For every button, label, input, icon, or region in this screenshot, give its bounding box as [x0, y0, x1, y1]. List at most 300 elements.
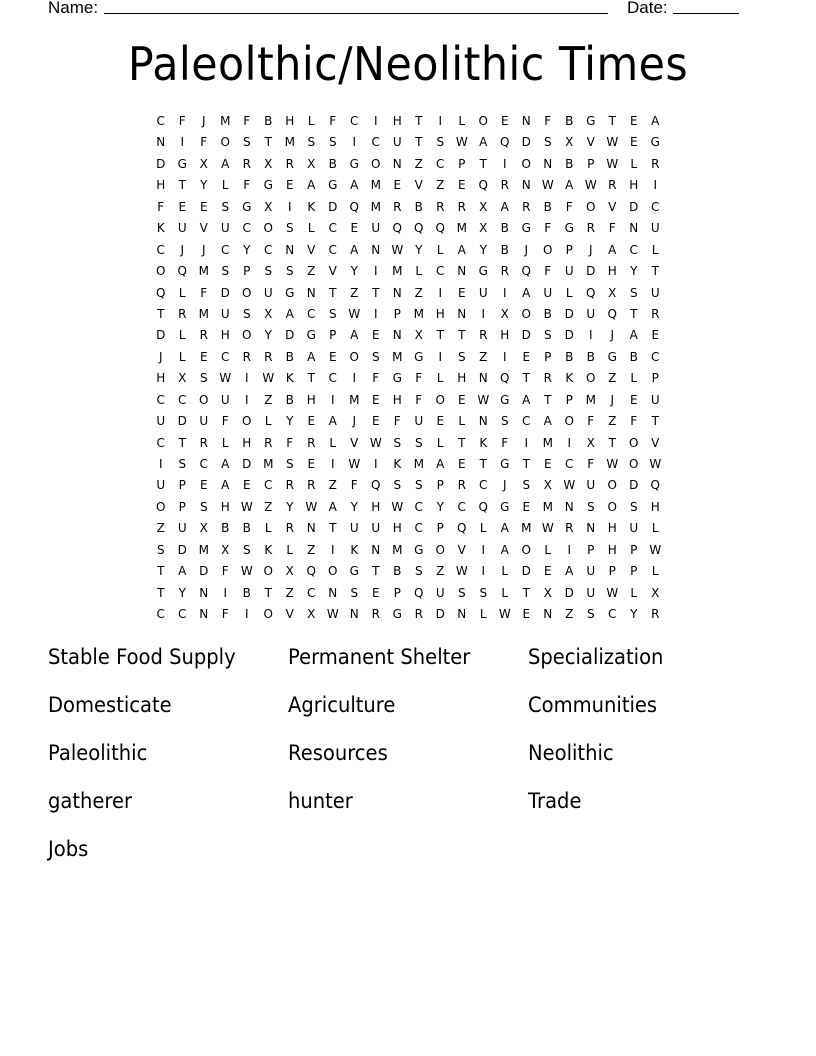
- grid-cell: U: [629, 521, 639, 536]
- grid-cell: R: [371, 607, 380, 622]
- grid-cell: I: [330, 457, 335, 471]
- grid-cell: N: [392, 285, 402, 300]
- grid-cell: P: [178, 478, 186, 493]
- grid-cell: G: [521, 221, 531, 236]
- grid-cell: M: [198, 542, 209, 557]
- grid-cell: F: [178, 114, 186, 128]
- grid-cell: K: [350, 542, 359, 557]
- grid-cell: H: [156, 178, 166, 193]
- grid-cell: I: [438, 349, 443, 364]
- grid-cell: I: [373, 306, 378, 321]
- grid-cell: C: [156, 114, 165, 128]
- grid-cell: P: [243, 264, 251, 279]
- grid-cell: G: [392, 371, 402, 386]
- grid-cell: X: [307, 156, 316, 171]
- grid-cell: O: [371, 156, 381, 171]
- grid-cell: V: [350, 435, 359, 450]
- grid-cell: S: [264, 264, 273, 279]
- grid-cell: X: [178, 371, 187, 386]
- grid-cell: H: [156, 371, 166, 386]
- grid-cell: P: [393, 585, 401, 600]
- grid-cell: F: [415, 392, 423, 407]
- grid-cell: G: [564, 221, 574, 236]
- grid-cell: I: [330, 392, 335, 407]
- grid-cell: E: [651, 328, 660, 343]
- page-title: Paleolthic/Neolithic Times: [127, 37, 689, 91]
- grid-cell: O: [478, 114, 488, 128]
- grid-cell: C: [156, 392, 165, 407]
- grid-cell: W: [326, 607, 339, 622]
- grid-cell: Q: [414, 585, 424, 600]
- grid-cell: K: [307, 199, 316, 214]
- grid-cell: T: [264, 585, 272, 600]
- grid-cell: P: [608, 564, 616, 579]
- grid-cell: U: [220, 392, 230, 407]
- grid-cell: J: [610, 328, 615, 343]
- word-list-item: hunter: [288, 789, 353, 813]
- grid-cell: U: [220, 221, 230, 236]
- grid-cell: L: [565, 285, 573, 300]
- grid-cell: Q: [392, 221, 402, 236]
- grid-cell: S: [457, 349, 466, 364]
- grid-cell: B: [565, 156, 574, 171]
- grid-cell: L: [651, 242, 659, 257]
- grid-cell: N: [457, 607, 467, 622]
- grid-cell: S: [242, 306, 251, 321]
- word-list-item: Agriculture: [288, 693, 396, 717]
- grid-cell: D: [177, 542, 187, 557]
- grid-cell: N: [457, 306, 467, 321]
- grid-cell: A: [500, 199, 509, 214]
- grid-cell: V: [457, 542, 466, 557]
- grid-cell: B: [242, 585, 251, 600]
- grid-cell: R: [500, 264, 509, 279]
- grid-cell: G: [242, 199, 252, 214]
- grid-cell: E: [199, 199, 208, 214]
- grid-cell: R: [608, 178, 617, 193]
- grid-cell: S: [393, 435, 402, 450]
- grid-cell: J: [201, 114, 206, 128]
- grid-cell: Q: [607, 306, 617, 321]
- grid-cell: R: [242, 156, 251, 171]
- grid-cell: R: [651, 156, 660, 171]
- date-field[interactable]: [673, 13, 739, 14]
- grid-cell: Z: [328, 478, 337, 493]
- grid-cell: P: [436, 521, 444, 536]
- grid-cell: C: [457, 499, 466, 514]
- grid-cell: C: [156, 607, 165, 622]
- grid-cell: S: [178, 457, 187, 471]
- grid-cell: C: [629, 242, 638, 257]
- grid-cell: I: [373, 264, 378, 279]
- grid-cell: Q: [500, 135, 510, 150]
- grid-cell: P: [587, 156, 595, 171]
- grid-cell: B: [221, 521, 230, 536]
- grid-cell: J: [180, 242, 185, 257]
- grid-cell: I: [352, 371, 357, 386]
- grid-cell: T: [458, 435, 466, 450]
- grid-cell: U: [586, 585, 596, 600]
- grid-cell: J: [588, 242, 593, 257]
- grid-cell: S: [221, 199, 230, 214]
- grid-cell: R: [285, 521, 294, 536]
- grid-cell: W: [305, 499, 318, 514]
- grid-cell: R: [199, 328, 208, 343]
- grid-cell: A: [178, 564, 187, 579]
- grid-cell: Y: [630, 607, 638, 622]
- grid-cell: O: [156, 499, 166, 514]
- grid-cell: T: [264, 135, 272, 150]
- grid-cell: C: [156, 242, 165, 257]
- grid-cell: O: [156, 264, 166, 279]
- grid-cell: P: [329, 328, 337, 343]
- grid-cell: A: [307, 178, 316, 193]
- grid-cell: C: [350, 114, 359, 128]
- grid-cell: O: [435, 542, 445, 557]
- grid-cell: U: [177, 521, 187, 536]
- grid-cell: O: [349, 349, 359, 364]
- grid-cell: E: [371, 414, 380, 429]
- grid-cell: I: [373, 457, 378, 471]
- grid-cell: O: [521, 306, 531, 321]
- grid-cell: S: [285, 264, 294, 279]
- grid-cell: S: [586, 499, 595, 514]
- name-label: Name:: [48, 0, 99, 17]
- grid-cell: N: [371, 242, 381, 257]
- grid-cell: L: [178, 328, 186, 343]
- grid-cell: H: [220, 328, 230, 343]
- grid-cell: Q: [457, 521, 467, 536]
- grid-cell: O: [629, 435, 639, 450]
- grid-cell: O: [586, 199, 596, 214]
- grid-cell: V: [414, 178, 423, 193]
- grid-cell: D: [521, 135, 531, 150]
- grid-cell: G: [586, 114, 596, 128]
- grid-cell: W: [262, 371, 275, 386]
- grid-cell: F: [393, 414, 401, 429]
- grid-cell: W: [477, 392, 490, 407]
- grid-cell: Z: [608, 371, 617, 386]
- grid-cell: L: [264, 521, 272, 536]
- grid-cell: L: [479, 521, 487, 536]
- grid-cell: O: [328, 564, 338, 579]
- grid-cell: O: [242, 285, 252, 300]
- grid-cell: I: [502, 349, 507, 364]
- grid-cell: H: [435, 306, 445, 321]
- grid-cell: C: [651, 349, 660, 364]
- grid-cell: T: [157, 585, 165, 600]
- grid-cell: W: [649, 542, 662, 557]
- grid-cell: F: [587, 457, 595, 471]
- grid-cell: P: [436, 478, 444, 493]
- grid-cell: Z: [565, 607, 574, 622]
- grid-cell: Q: [349, 199, 359, 214]
- grid-cell: C: [608, 607, 617, 622]
- grid-cell: X: [414, 328, 423, 343]
- grid-cell: R: [500, 178, 509, 193]
- grid-cell: M: [220, 114, 231, 128]
- grid-cell: Z: [414, 156, 423, 171]
- grid-cell: R: [436, 199, 445, 214]
- grid-cell: W: [541, 178, 554, 193]
- grid-cell: D: [242, 457, 252, 471]
- grid-cell: X: [199, 521, 208, 536]
- grid-cell: L: [221, 178, 229, 193]
- grid-cell: Z: [479, 349, 488, 364]
- grid-cell: U: [478, 285, 488, 300]
- grid-cell: Q: [156, 285, 166, 300]
- grid-cell: I: [244, 392, 249, 407]
- grid-cell: S: [479, 585, 488, 600]
- grid-cell: I: [330, 542, 335, 557]
- grid-cell: T: [307, 371, 315, 386]
- grid-cell: A: [307, 349, 316, 364]
- word-list-item: Trade: [528, 789, 582, 813]
- grid-cell: B: [543, 306, 552, 321]
- grid-cell: A: [457, 242, 466, 257]
- grid-cell: T: [178, 178, 186, 193]
- grid-cell: C: [307, 585, 316, 600]
- grid-cell: S: [414, 435, 423, 450]
- grid-cell: I: [438, 114, 443, 128]
- grid-cell: Z: [414, 285, 423, 300]
- grid-cell: S: [307, 135, 316, 150]
- grid-cell: R: [285, 478, 294, 493]
- grid-cell: V: [285, 607, 294, 622]
- grid-cell: I: [481, 564, 486, 579]
- grid-cell: A: [500, 521, 509, 536]
- grid-cell: D: [285, 328, 295, 343]
- grid-cell: Y: [243, 242, 251, 257]
- grid-cell: F: [565, 199, 573, 214]
- grid-cell: E: [457, 285, 466, 300]
- grid-cell: Q: [500, 371, 510, 386]
- grid-cell: D: [564, 306, 574, 321]
- grid-cell: Y: [350, 264, 358, 279]
- grid-cell: U: [263, 285, 273, 300]
- grid-cell: V: [199, 221, 208, 236]
- grid-cell: K: [565, 371, 574, 386]
- grid-cell: L: [286, 542, 294, 557]
- grid-cell: A: [328, 499, 337, 514]
- word-list-item: gatherer: [48, 789, 133, 813]
- grid-cell: L: [178, 285, 186, 300]
- grid-cell: T: [415, 135, 423, 150]
- grid-cell: Z: [350, 285, 359, 300]
- grid-cell: W: [219, 371, 232, 386]
- grid-cell: A: [565, 178, 574, 193]
- grid-cell: G: [328, 178, 338, 193]
- grid-cell: B: [500, 242, 509, 257]
- grid-cell: G: [500, 392, 510, 407]
- grid-cell: L: [221, 435, 229, 450]
- grid-cell: G: [263, 178, 273, 193]
- grid-cell: X: [500, 306, 509, 321]
- grid-cell: A: [350, 242, 359, 257]
- grid-cell: I: [653, 178, 658, 193]
- grid-cell: C: [565, 457, 574, 471]
- grid-cell: G: [650, 135, 660, 150]
- grid-cell: S: [457, 585, 466, 600]
- grid-cell: X: [264, 306, 273, 321]
- grid-cell: C: [199, 457, 208, 471]
- grid-cell: O: [242, 328, 252, 343]
- grid-cell: F: [329, 114, 337, 128]
- grid-cell: U: [156, 414, 166, 429]
- grid-cell: K: [479, 435, 488, 450]
- grid-cell: G: [414, 542, 424, 557]
- grid-cell: H: [392, 521, 402, 536]
- word-search-grid: [150, 111, 666, 626]
- grid-cell: R: [307, 435, 316, 450]
- grid-cell: U: [650, 285, 660, 300]
- grid-cell: F: [221, 564, 229, 579]
- grid-cell: Z: [608, 414, 617, 429]
- grid-cell: S: [436, 135, 445, 150]
- grid-cell: A: [629, 328, 638, 343]
- grid-cell: E: [522, 607, 531, 622]
- grid-cell: H: [629, 178, 639, 193]
- grid-cell: M: [456, 221, 467, 236]
- grid-cell: U: [586, 478, 596, 493]
- grid-cell: E: [543, 457, 552, 471]
- grid-cell: V: [586, 135, 595, 150]
- grid-cell: E: [350, 221, 359, 236]
- grid-cell: X: [307, 607, 316, 622]
- grid-cell: S: [629, 285, 638, 300]
- grid-cell: L: [630, 371, 638, 386]
- grid-cell: A: [565, 564, 574, 579]
- grid-cell: E: [307, 414, 316, 429]
- grid-cell: C: [156, 435, 165, 450]
- grid-cell: P: [630, 564, 638, 579]
- grid-cell: G: [349, 156, 359, 171]
- grid-cell: T: [415, 114, 423, 128]
- grid-cell: T: [479, 457, 487, 471]
- grid-cell: D: [177, 414, 187, 429]
- grid-cell: F: [200, 285, 208, 300]
- grid-cell: E: [371, 585, 380, 600]
- grid-cell: N: [521, 114, 531, 128]
- grid-cell: H: [285, 114, 295, 128]
- grid-cell: G: [285, 285, 295, 300]
- grid-cell: R: [479, 328, 488, 343]
- grid-cell: J: [352, 414, 357, 429]
- grid-cell: J: [158, 349, 163, 364]
- grid-cell: M: [370, 178, 381, 193]
- grid-cell: L: [651, 564, 659, 579]
- grid-cell: W: [391, 499, 404, 514]
- grid-cell: F: [544, 221, 552, 236]
- grid-cell: E: [629, 135, 638, 150]
- grid-cell: R: [242, 349, 251, 364]
- name-field[interactable]: [104, 13, 608, 14]
- grid-cell: C: [221, 349, 230, 364]
- grid-cell: N: [199, 585, 209, 600]
- grid-cell: O: [199, 392, 209, 407]
- grid-cell: S: [350, 585, 359, 600]
- grid-cell: D: [564, 585, 574, 600]
- grid-cell: M: [198, 306, 209, 321]
- grid-cell: L: [307, 221, 315, 236]
- grid-cell: G: [392, 607, 402, 622]
- grid-cell: H: [306, 392, 316, 407]
- grid-cell: O: [263, 221, 273, 236]
- grid-cell: U: [414, 414, 424, 429]
- grid-cell: B: [629, 349, 638, 364]
- grid-cell: W: [606, 457, 619, 471]
- grid-cell: G: [500, 457, 510, 471]
- grid-cell: A: [522, 285, 531, 300]
- grid-cell: C: [328, 242, 337, 257]
- word-list-item: Jobs: [48, 837, 89, 861]
- grid-cell: I: [502, 156, 507, 171]
- grid-cell: T: [436, 328, 444, 343]
- grid-cell: W: [606, 585, 619, 600]
- grid-cell: G: [349, 564, 359, 579]
- grid-cell: M: [198, 264, 209, 279]
- grid-cell: P: [393, 306, 401, 321]
- grid-cell: T: [522, 457, 530, 471]
- grid-cell: E: [436, 414, 445, 429]
- grid-cell: T: [608, 114, 616, 128]
- grid-cell: H: [650, 499, 660, 514]
- grid-cell: R: [651, 306, 660, 321]
- grid-cell: Y: [264, 328, 272, 343]
- grid-cell: O: [242, 414, 252, 429]
- grid-cell: A: [436, 457, 445, 471]
- grid-cell: U: [392, 135, 402, 150]
- grid-cell: C: [436, 264, 445, 279]
- grid-cell: I: [567, 435, 572, 450]
- grid-cell: H: [220, 499, 230, 514]
- grid-cell: L: [630, 156, 638, 171]
- grid-cell: P: [565, 242, 573, 257]
- grid-cell: B: [264, 114, 273, 128]
- grid-cell: E: [629, 392, 638, 407]
- grid-cell: C: [328, 371, 337, 386]
- grid-cell: S: [328, 306, 337, 321]
- grid-cell: E: [199, 349, 208, 364]
- grid-cell: W: [240, 564, 253, 579]
- grid-cell: L: [458, 114, 466, 128]
- grid-cell: X: [264, 199, 273, 214]
- grid-cell: B: [285, 392, 294, 407]
- grid-cell: T: [522, 585, 530, 600]
- grid-cell: Y: [178, 585, 186, 600]
- grid-cell: A: [651, 114, 660, 128]
- grid-cell: B: [414, 199, 423, 214]
- grid-cell: O: [521, 156, 531, 171]
- grid-cell: Q: [435, 221, 445, 236]
- grid-cell: A: [543, 414, 552, 429]
- grid-cell: W: [348, 306, 361, 321]
- grid-cell: C: [264, 242, 273, 257]
- grid-cell: Q: [177, 264, 187, 279]
- grid-cell: X: [543, 478, 552, 493]
- grid-cell: H: [500, 328, 510, 343]
- grid-cell: T: [372, 564, 380, 579]
- grid-cell: L: [458, 414, 466, 429]
- grid-cell: A: [608, 242, 617, 257]
- grid-cell: Y: [630, 264, 638, 279]
- grid-cell: R: [264, 349, 273, 364]
- grid-cell: Q: [414, 221, 424, 236]
- grid-cell: S: [199, 371, 208, 386]
- grid-cell: I: [373, 114, 378, 128]
- grid-cell: Q: [650, 478, 660, 493]
- grid-cell: H: [371, 499, 381, 514]
